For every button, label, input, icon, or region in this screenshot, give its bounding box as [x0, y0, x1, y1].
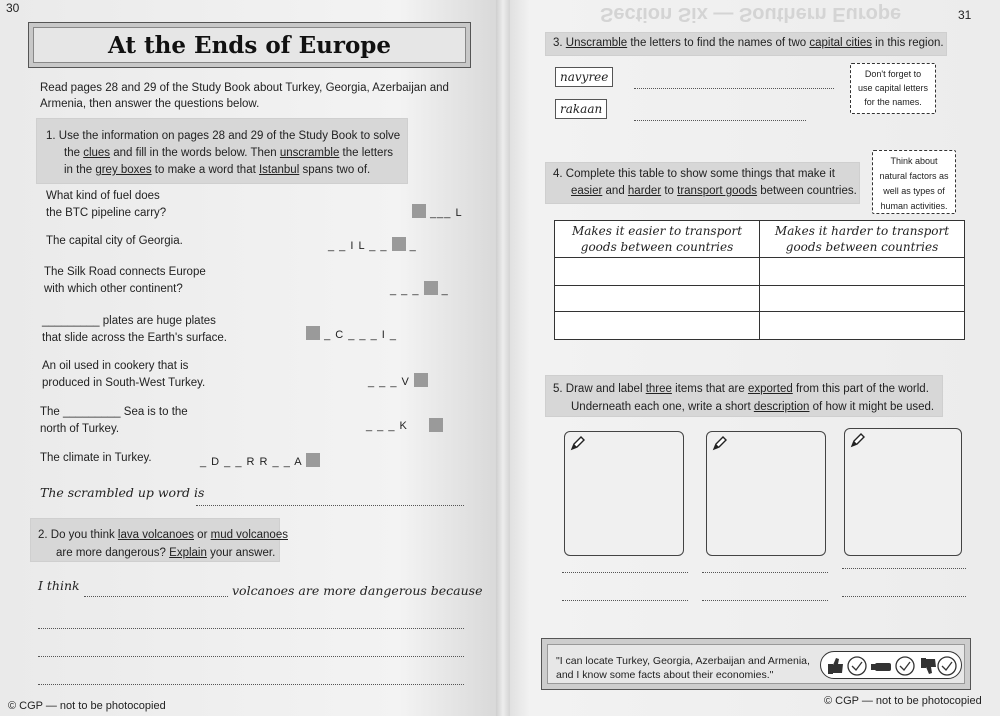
description-line[interactable]: [702, 572, 828, 573]
clue-3: [44, 264, 206, 298]
q2-explain: Explain: [169, 547, 207, 559]
q4-line2: [553, 183, 857, 200]
scrambled-word-2: rakaan: [555, 99, 607, 119]
clue-1: [46, 188, 166, 222]
q1-seg: the: [64, 147, 84, 159]
clue-text: The _________ Sea is to the: [40, 406, 188, 418]
q5-text: [553, 380, 934, 416]
scrambled-word-label: The scrambled up word is: [40, 485, 205, 500]
grey-letter-box: [429, 418, 443, 432]
scrambled-word-1: navyree: [555, 67, 613, 87]
grey-letter-box: [306, 453, 320, 467]
q4-line1: 4. Complete this table to show some things that make it: [553, 168, 835, 180]
footer-left: © CGP — not to be photocopied: [8, 700, 166, 712]
answer-blanks: _ _ I L _ _: [328, 240, 388, 252]
q5-exported: exported: [747, 383, 793, 395]
q1-seg: the letters: [339, 147, 394, 159]
clue-text: The Silk Road connects Europe: [44, 266, 206, 278]
thumbs-down-icon: [921, 658, 936, 674]
q5-line2: [553, 398, 934, 416]
description-line[interactable]: [842, 596, 966, 597]
answer-line-city-1[interactable]: [634, 88, 834, 89]
table-cell[interactable]: [555, 286, 760, 312]
clue-5-answer[interactable]: [368, 373, 428, 388]
q2-lava: lava volcanoes: [117, 529, 194, 541]
q3-seg: in this region.: [871, 37, 944, 49]
q2-seg: or: [193, 529, 211, 541]
q4-easier: easier: [571, 185, 603, 197]
q2-mud: mud volcanoes: [210, 529, 288, 541]
clue-7-answer[interactable]: [200, 453, 320, 468]
q3-seg: 3.: [553, 37, 566, 49]
clue-text: What kind of fuel does: [46, 190, 160, 202]
description-line[interactable]: [562, 600, 688, 601]
q1-seg: in the: [64, 164, 96, 176]
clue-4: [42, 313, 227, 347]
hint-line: natural factors as: [879, 171, 949, 181]
volcanoes-because-label: volcanoes are more dangerous because: [232, 583, 483, 598]
capital-letters-reminder: [850, 63, 936, 114]
clue-text: the BTC pipeline carry?: [46, 207, 167, 219]
q4-harder: harder: [627, 185, 662, 197]
q3-capital: capital cities: [809, 37, 872, 49]
clue-5: [42, 358, 205, 392]
q3-unscramble: Unscramble: [565, 37, 628, 49]
confidence-rating: [820, 651, 962, 679]
q5-seg: from this part of the world.: [792, 383, 929, 395]
table-header-easier: Makes it easier to transport goods between countries: [555, 221, 760, 258]
q4-seg: between countries.: [757, 185, 857, 197]
q2-seg: 2. Do you think: [38, 529, 118, 541]
reminder-line: use capital letters: [857, 83, 929, 93]
clue-2: [46, 235, 183, 247]
table-cell[interactable]: [760, 286, 965, 312]
thumbs-sideways-icon: [871, 663, 891, 671]
pencil-icon: [712, 435, 728, 451]
q1-clues: clues: [83, 147, 111, 159]
q2-line1: [38, 526, 288, 544]
q5-three: three: [645, 383, 672, 395]
grey-letter-box: [414, 373, 428, 387]
q5-seg: items that are: [671, 383, 748, 395]
answer-line[interactable]: [38, 684, 464, 685]
answer-blanks: _ _ _ V: [368, 376, 410, 388]
volcano-choice-line[interactable]: [84, 596, 228, 597]
clue-text: _________ plates are huge plates: [42, 315, 216, 327]
q2-seg: your answer.: [206, 547, 276, 559]
hint-line: well as types of: [883, 186, 945, 196]
intro-text: Read pages 28 and 29 of the Study Book about Turkey, Georgia, Azerbaijan and Armenia, then answer the questions below.: [40, 82, 449, 110]
page-number-left: 30: [6, 1, 20, 15]
clue-text: produced in South-West Turkey.: [42, 377, 206, 389]
q2-text: [38, 526, 288, 562]
title-banner: [28, 22, 471, 68]
thumbs-up-icon: [828, 658, 843, 674]
answer-blanks: _ _ _: [390, 284, 420, 296]
q5-seg: of how it might be used.: [809, 401, 935, 413]
q3-text: [553, 37, 944, 49]
q2-line2: [38, 544, 288, 562]
q5-line1: [553, 380, 934, 398]
q1-grey-boxes: grey boxes: [95, 164, 152, 176]
q2-seg: are more dangerous?: [56, 547, 170, 559]
clue-text: The capital city of Georgia.: [46, 235, 183, 247]
description-line[interactable]: [562, 572, 688, 573]
table-cell[interactable]: [760, 258, 965, 286]
table-cell[interactable]: [760, 312, 965, 340]
answer-blanks: _ D _ _ R R _ _ A: [200, 456, 302, 468]
transport-table: [554, 220, 965, 340]
q1-line2: [46, 145, 406, 162]
table-cell[interactable]: [555, 312, 760, 340]
q1-seg: and fill in the words below. Then: [110, 147, 280, 159]
clue-text: with which other continent?: [44, 283, 183, 295]
clue-4-answer[interactable]: [306, 326, 397, 341]
q1-line1: 1. Use the information on pages 28 and 29 of the Study Book to solve: [46, 130, 401, 142]
hint-line: human activities.: [880, 201, 948, 211]
page-number-right: 31: [958, 8, 972, 22]
grey-letter-box: [412, 204, 426, 218]
q5-seg: Underneath each one, write a short: [571, 401, 754, 413]
faded-reverse-header: Section Six — Southern Europe: [600, 3, 902, 25]
hint-line: Think about: [890, 156, 938, 166]
answer-line[interactable]: [38, 628, 464, 629]
q1-unscramble: unscramble: [279, 147, 340, 159]
clue-text: An oil used in cookery that is: [42, 360, 189, 372]
clue-text: that slide across the Earth's surface.: [42, 332, 228, 344]
scrambled-word-line[interactable]: [196, 505, 464, 506]
self-check-statement: "I can locate Turkey, Georgia, Azerbaijan and Armenia, and I know some facts about their economies.": [556, 655, 810, 681]
i-think-label: I think: [38, 578, 80, 593]
clue-1-answer[interactable]: [412, 204, 463, 219]
grey-letter-box: [306, 326, 320, 340]
q1-seg: to make a word that: [151, 164, 259, 176]
table-cell[interactable]: [555, 258, 760, 286]
book-spine: [496, 0, 510, 716]
clue-3-answer[interactable]: _ _ _ _: [390, 281, 449, 296]
clue-7: [40, 452, 152, 464]
reminder-line: for the names.: [864, 97, 922, 107]
q4-text: [553, 166, 857, 200]
self-check-panel: [541, 638, 971, 690]
q5-seg: 5. Draw and label: [553, 383, 646, 395]
q4-seg: and: [602, 185, 628, 197]
answer-line-city-2[interactable]: [634, 120, 806, 121]
clue-6-answer[interactable]: [366, 420, 408, 432]
description-line[interactable]: [702, 600, 828, 601]
q1-text: [46, 128, 406, 179]
clue-6: [40, 404, 188, 438]
page-title: At the Ends of Europe: [107, 32, 392, 59]
description-line[interactable]: [842, 568, 966, 569]
q4-transport: transport goods: [677, 185, 758, 197]
answer-blanks: ___ L: [430, 207, 463, 219]
footer-right: © CGP — not to be photocopied: [824, 695, 982, 707]
clue-text: north of Turkey.: [40, 423, 120, 435]
answer-blanks: _ _ _ K: [366, 420, 408, 432]
answer-line[interactable]: [38, 656, 464, 657]
clue-text: The climate in Turkey.: [40, 452, 152, 464]
q3-seg: the letters to find the names of two: [627, 37, 810, 49]
thumb-icons: [825, 655, 959, 677]
think-about-hint: [872, 150, 956, 214]
q1-istanbul: Istanbul: [258, 164, 300, 176]
pencil-icon: [850, 432, 866, 448]
answer-blanks: _ C _ _ _ I _: [324, 329, 397, 341]
reminder-line: Don't forget to: [864, 69, 922, 79]
grey-letter-box: [424, 281, 438, 295]
clue-2-answer[interactable]: _ _ I L _ _ _: [328, 237, 417, 252]
pencil-icon: [570, 435, 586, 451]
q4-seg: to: [661, 185, 678, 197]
q1-line3: [46, 162, 406, 179]
table-header-harder: Makes it harder to transport goods between countries: [760, 221, 965, 258]
grey-letter-box: [392, 237, 406, 251]
q5-description: description: [753, 401, 810, 413]
q1-seg: spans two of.: [299, 164, 371, 176]
